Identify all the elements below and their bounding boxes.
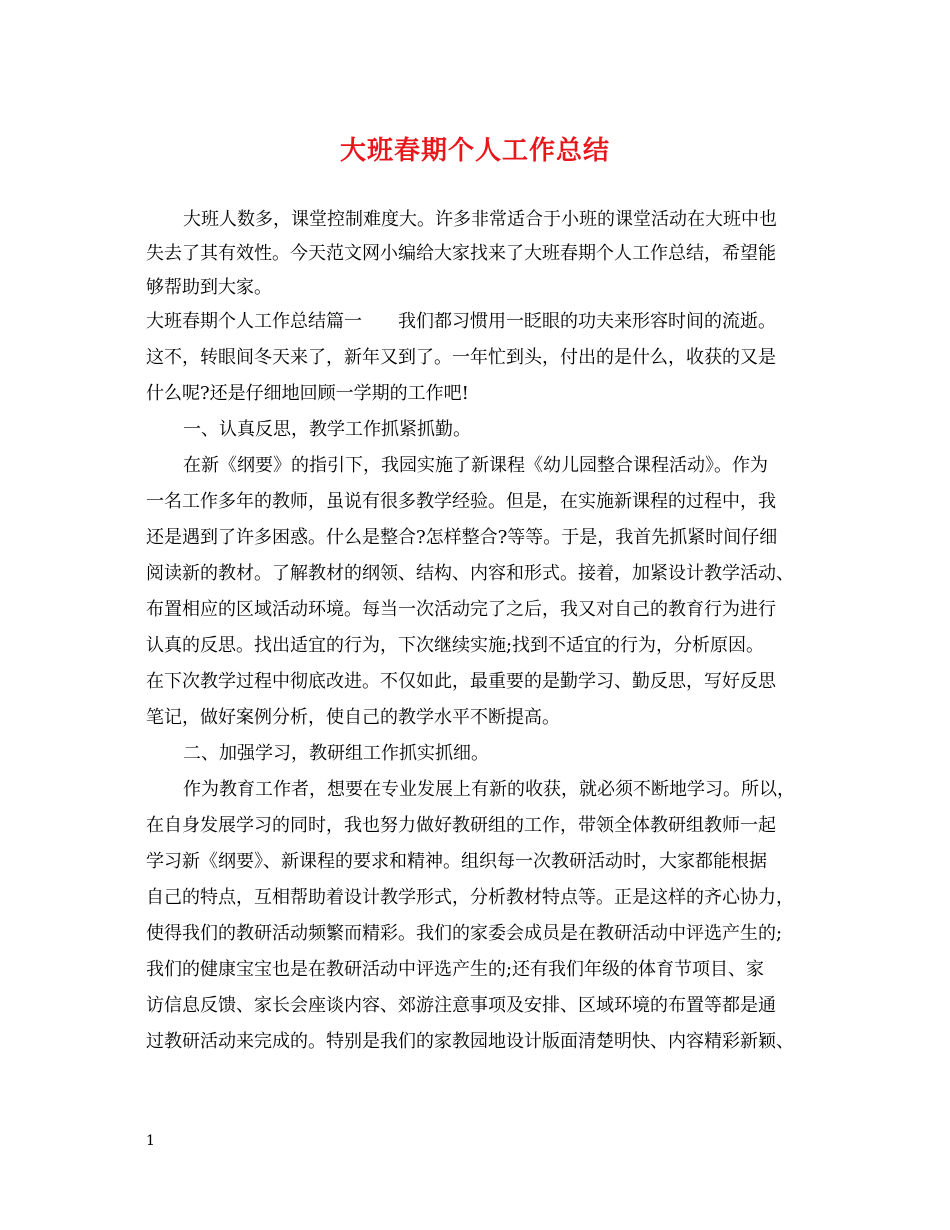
- page-number: 1: [146, 1133, 155, 1149]
- text-line: 阅读新的教材。了解教材的纲领、结构、内容和形式。接着，加紧设计教学活动、: [146, 563, 794, 584]
- text-line: 还是遇到了许多困惑。什么是整合?怎样整合?等等。于是，我首先抓紧时间仔细: [146, 527, 778, 548]
- text-line: 在自身发展学习的同时，我也努力做好教研组的工作，带领全体教研组教师一起: [146, 815, 776, 836]
- text-line: 什么呢?还是仔细地回顾一学期的工作吧!: [146, 383, 469, 404]
- text-line: 大班人数多，课堂控制难度大。许多非常适合于小班的课堂活动在大班中也: [183, 209, 777, 230]
- text-line: 自己的特点，互相帮助着设计教学形式，分析教材特点等。正是这样的齐心协力，: [146, 887, 794, 908]
- text-line: 认真的反思。找出适宜的行为，下次继续实施;找到不适宜的行为，分析原因。: [146, 635, 765, 656]
- text-line: 笔记，做好案例分析，使自己的教学水平不断提高。: [146, 707, 560, 728]
- text-line: 布置相应的区域活动环境。每当一次活动完了之后，我又对自己的教育行为进行: [146, 599, 776, 620]
- text-line: 够帮助到大家。: [146, 277, 272, 298]
- text-line: 学习新《纲要》、新课程的要求和精神。组织每一次教研活动时，大家都能根据: [146, 851, 767, 872]
- text-line: 过教研活动来完成的。特别是我们的家教园地设计版面清楚明快、内容精彩新颖、: [146, 1031, 794, 1052]
- text-line: 失去了其有效性。今天范文网小编给大家找来了大班春期个人工作总结，希望能: [146, 243, 776, 264]
- text-line: 我们的健康宝宝也是在教研活动中评选产生的;还有我们年级的体育节项目、家: [146, 959, 765, 980]
- text-line: 使得我们的教研活动频繁而精彩。我们的家委会成员是在教研活动中评选产生的;: [146, 923, 783, 944]
- section-heading: 大班春期个人工作总结篇一: [146, 311, 362, 332]
- text-line: 这不，转眼间冬天来了，新年又到了。一年忙到头，付出的是什么，收获的又是: [146, 347, 776, 368]
- document-title: 大班春期个人工作总结: [339, 136, 610, 166]
- section-line: [146, 305, 776, 339]
- subheading-line: 二、加强学习，教研组工作抓实抓细。: [183, 743, 489, 764]
- subheading-line: 一、认真反思，教学工作抓紧抓勤。: [183, 419, 471, 440]
- text-line: 作为教育工作者，想要在专业发展上有新的收获，就必须不断地学习。所以，: [183, 779, 795, 800]
- text-line: 在下次教学过程中彻底改进。不仅如此，最重要的是勤学习、勤反思，写好反思: [146, 671, 776, 692]
- section-opening-text: 我们都习惯用一眨眼的功夫来形容时间的流逝。: [398, 311, 776, 332]
- text-line: 一名工作多年的教师，虽说有很多教学经验。但是，在实施新课程的过程中，我: [146, 491, 776, 512]
- text-line: 在新《纲要》的指引下，我园实施了新课程《幼儿园整合课程活动》。作为: [183, 455, 768, 476]
- text-line: 访信息反馈、家长会座谈内容、郊游注意事项及安排、区域环境的布置等都是通: [146, 995, 776, 1016]
